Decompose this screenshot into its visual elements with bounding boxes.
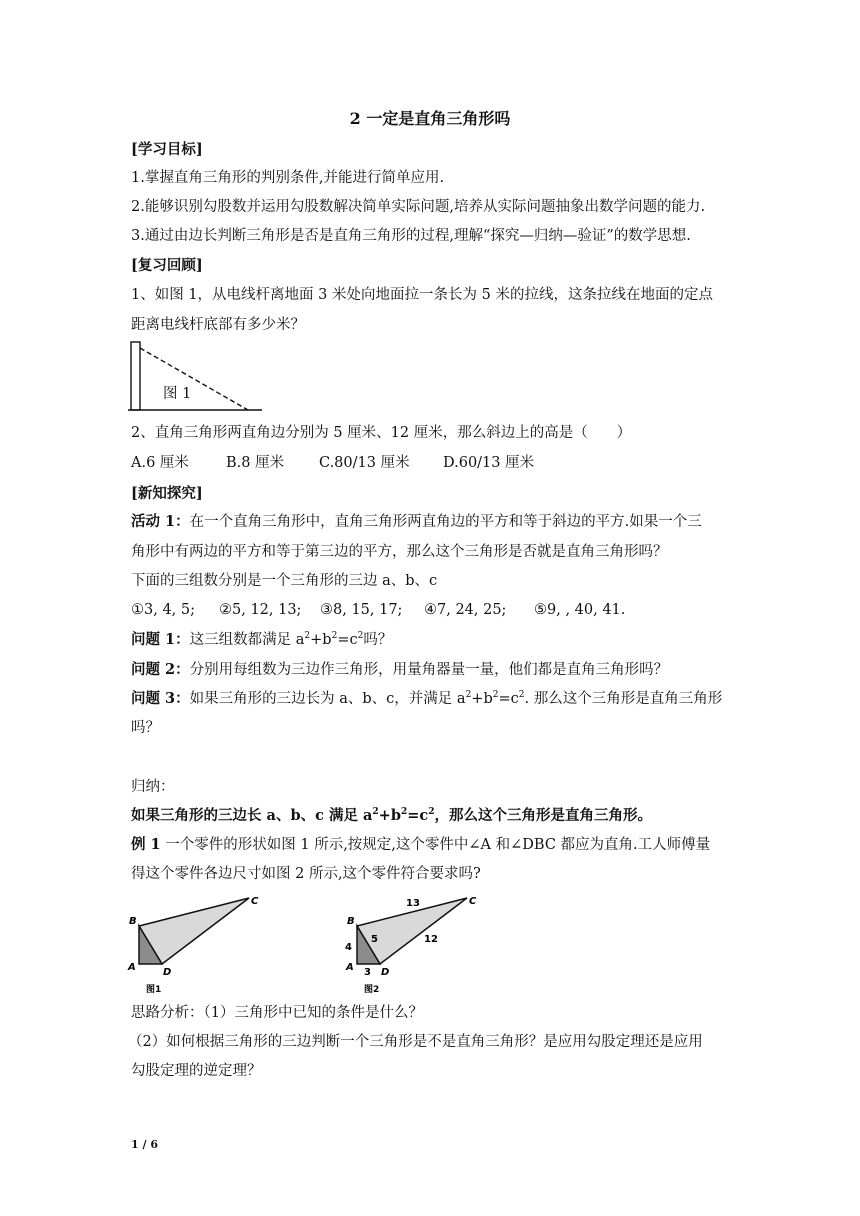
edge-label-13: 13 bbox=[406, 898, 420, 909]
group-3: ③8, 15, 17; bbox=[320, 602, 403, 618]
problem-1: 问题 1：这三组数都满足 $a^2+b^2=c^2$吗？ bbox=[131, 631, 393, 648]
question-1-line-2: 距离电线杆底部有多少米？ bbox=[131, 317, 305, 333]
figure-part-2 bbox=[340, 890, 500, 1000]
analysis-2: （2）如何根据三角形的三边判断一个三角形是不是直角三角形？是应用勾股定理还是应用 bbox=[128, 1034, 703, 1050]
vertex-b: B bbox=[347, 916, 355, 927]
group-2: ②5, 12, 13; bbox=[219, 602, 302, 618]
figure-1-pole bbox=[126, 340, 266, 414]
edge-label-12: 12 bbox=[424, 934, 438, 945]
groups-intro: 下面的三组数分别是一个三角形的三边 a、b、c bbox=[131, 573, 438, 589]
figure-part-1 bbox=[122, 890, 272, 1000]
figure-caption-2: 图2 bbox=[364, 985, 380, 995]
figure-1-label: 图 1 bbox=[163, 386, 192, 402]
option-b: B.8 厘米 bbox=[226, 455, 285, 471]
option-a: A.6 厘米 bbox=[131, 455, 189, 471]
goal-3: 3.通过由边长判断三角形是否是直角三角形的过程,理解“探究—归纳—验证”的数学思想. bbox=[131, 228, 691, 244]
summary-label: 归纳： bbox=[131, 779, 175, 795]
group-1: ①3, 4, 5; bbox=[131, 602, 195, 618]
vertex-d: D bbox=[381, 967, 390, 978]
vertex-c: C bbox=[251, 896, 259, 907]
activity-1-label: 活动 1： bbox=[131, 513, 190, 530]
section-heading-goals: [学习目标] bbox=[131, 141, 203, 158]
activity-1-line-2: 角形中有两边的平方和等于第三边的平方，那么这个三角形是否就是直角三角形吗？ bbox=[131, 544, 668, 560]
analysis-1: 思路分析：（1）三角形中已知的条件是什么？ bbox=[131, 1005, 423, 1021]
page-number: 1 / 6 bbox=[131, 1138, 158, 1151]
problem-3-line-2: 吗？ bbox=[131, 720, 160, 736]
vertex-d: D bbox=[163, 967, 172, 978]
group-5: ⑤9, , 40, 41. bbox=[534, 602, 626, 618]
page-title: 2 一定是直角三角形吗 bbox=[349, 109, 511, 128]
activity-1-line-1: 活动 1：在一个直角三角形中，直角三角形两直角边的平方和等于斜边的平方.如果一个三 bbox=[131, 513, 702, 530]
edge-label-4: 4 bbox=[345, 942, 352, 953]
question-1-line-1: 1、如图 1，从电线杆离地面 3 米处向地面拉一条长为 5 米的拉线，这条拉线在地面的定点 bbox=[131, 287, 713, 303]
goal-1: 1.掌握直角三角形的判别条件,并能进行简单应用. bbox=[131, 170, 445, 186]
section-heading-review: [复习回顾] bbox=[131, 257, 203, 274]
option-d: D.60/13 厘米 bbox=[443, 455, 535, 471]
option-c: C.80/13 厘米 bbox=[319, 455, 410, 471]
vertex-c: C bbox=[469, 896, 477, 907]
vertex-b: B bbox=[129, 916, 137, 927]
example-1-line-2: 得这个零件各边尺寸如图 2 所示,这个零件符合要求吗? bbox=[131, 866, 481, 882]
vertex-a: A bbox=[128, 962, 136, 973]
goal-2: 2.能够识别勾股数并运用勾股数解决简单实际问题,培养从实际问题抽象出数学问题的能力. bbox=[131, 199, 706, 215]
example-1-line-1: 例 1 一个零件的形状如图 1 所示,按规定,这个零件中∠A 和∠DBC 都应为直角.工人师傅量 bbox=[131, 836, 711, 853]
problem-3: 问题 3：如果三角形的三边长为 a、b、c，并满足 $a^2+b^2=c^2$. 那么这个三角形是直角三角形 bbox=[131, 690, 723, 707]
question-2: 2、直角三角形两直角边分别为 5 厘米、12 厘米，那么斜边上的高是（ ） bbox=[131, 425, 632, 441]
section-heading-explore: [新知探究] bbox=[131, 485, 203, 502]
edge-label-3: 3 bbox=[364, 967, 371, 978]
edge-label-5: 5 bbox=[371, 934, 378, 945]
vertex-a: A bbox=[346, 962, 354, 973]
summary-statement: 如果三角形的三边长 a、b、c 满足 $a^2+b^2=c^2$，那么这个三角形是直角三角形。 bbox=[131, 807, 652, 824]
problem-2: 问题 2：分别用每组数为三边作三角形，用量角器量一量，他们都是直角三角形吗？ bbox=[131, 661, 669, 678]
group-4: ④7, 24, 25; bbox=[424, 602, 507, 618]
analysis-3: 勾股定理的逆定理？ bbox=[131, 1063, 262, 1079]
figure-caption-1: 图1 bbox=[146, 985, 162, 995]
